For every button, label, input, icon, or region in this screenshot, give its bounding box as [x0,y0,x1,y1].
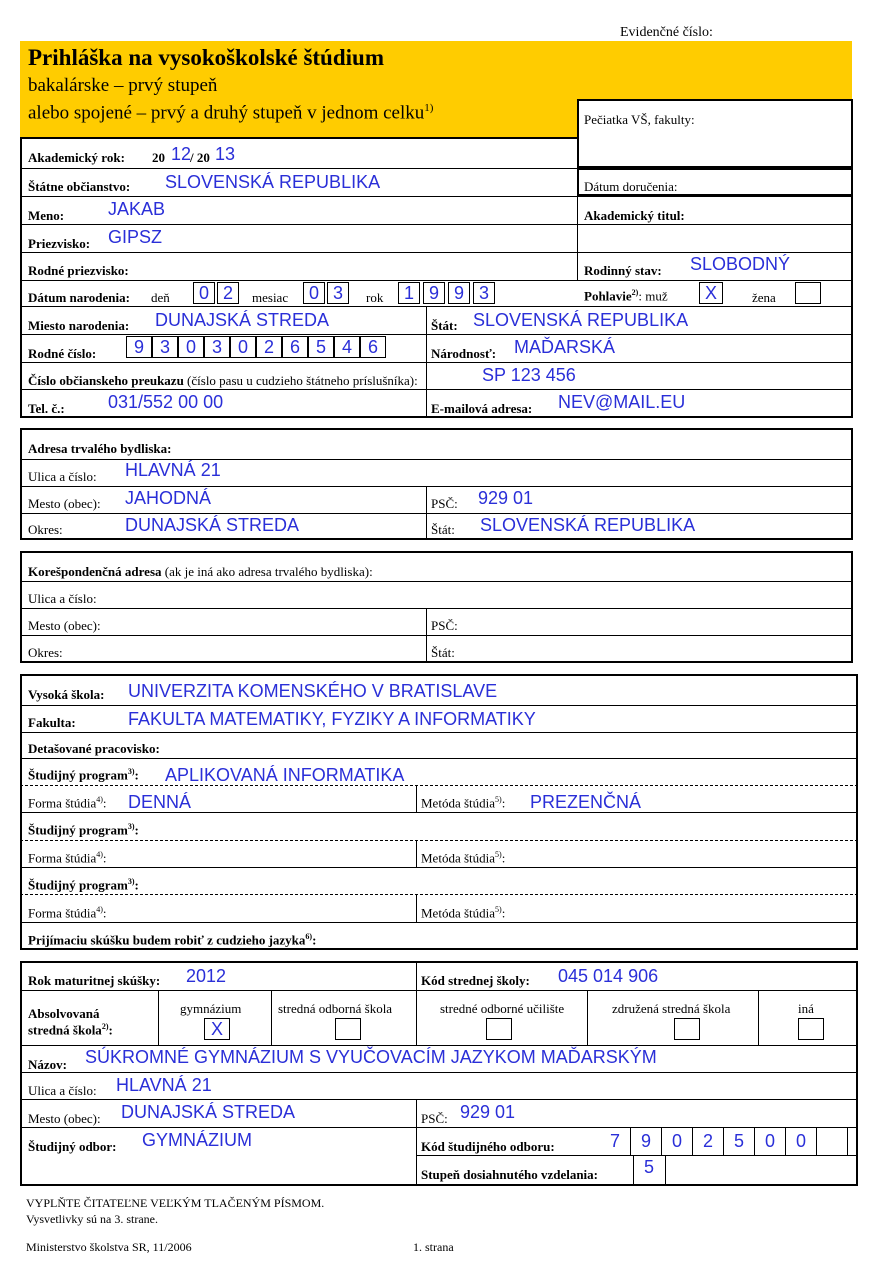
program-3-label: Študijný program$^{3)}$: [28,877,139,893]
priezvisko-value[interactable]: GIPSZ [108,227,163,247]
mesiac-digit-2[interactable]: 3 [327,282,349,304]
stamp-label: Pečiatka VŠ, fakulty: [584,112,695,127]
muz-checkbox[interactable]: X [699,282,723,304]
type-sos-label: stredná odborná škola [278,1001,393,1016]
rule [20,334,853,335]
op-value[interactable]: SP 123 456 [482,365,576,385]
divider [416,840,417,867]
obcianstvo-value[interactable]: SLOVENSKÁ REPUBLIKA [165,172,381,192]
dashed-rule [20,894,858,895]
rodne-cislo-digit[interactable]: 4 [334,336,360,358]
akad-rok-value-1[interactable]: 12 [171,144,192,164]
permanent-ulica-value[interactable]: HLAVNÁ 21 [125,460,221,480]
divider [426,608,427,663]
divider [416,961,417,990]
kod-skoly-value[interactable]: 045 014 906 [558,966,659,986]
rule [20,608,853,609]
rodne-cislo-digit[interactable]: 3 [152,336,178,358]
akad-rok-label: Akademický rok: [28,150,125,165]
rule [20,224,853,225]
detasovane-label: Detašované pracovisko: [28,741,160,756]
form-title: Prihláška na vysokoškolské štúdium [28,45,384,70]
kod-odboru-digit[interactable]: 7 [600,1127,631,1155]
footer-ministry: Ministerstvo školstva SR, 11/2006 [26,1240,192,1254]
rodne-cislo-digit[interactable]: 9 [126,336,152,358]
divider [633,1155,634,1186]
rodne-cislo-digit[interactable]: 2 [256,336,282,358]
rok-digit-3[interactable]: 9 [448,282,470,304]
odbor-label: Študijný odbor: [28,1139,117,1154]
rule [20,306,853,307]
rule [20,513,853,514]
stat-label: Štát: [431,318,458,333]
personal-divider-1 [577,196,578,280]
email-value[interactable]: NEV@MAIL.EU [558,392,686,412]
forma-1-value[interactable]: DENNÁ [128,792,192,812]
permanent-mesto-label: Mesto (obec): [28,496,101,511]
kod-odboru-digit[interactable]: 2 [693,1127,724,1155]
vs-label: Vysoká škola: [28,687,105,702]
rule [20,280,853,281]
divider [416,894,417,922]
narodnost-value[interactable]: MAĎARSKÁ [514,337,616,357]
kod-odboru-label: Kód študijného odboru: [421,1139,555,1154]
correspondence-okres-label: Okres: [28,645,63,660]
type-gymnazium-checkbox[interactable]: X [204,1018,230,1040]
correspondence-mesto-label: Mesto (obec): [28,618,101,633]
type-ina-checkbox[interactable] [798,1018,824,1040]
rule [416,1155,858,1156]
rodne-cislo-label: Rodné číslo: [28,346,97,361]
type-sou-checkbox[interactable] [486,1018,512,1040]
form-subtitle-2: alebo spojené – prvý a druhý stupeň v jednom celku$^{1)}$ [28,102,434,124]
forma-3-label: Forma štúdia$^{4)}$: [28,905,107,921]
rule [20,635,853,636]
narodnost-label: Národnosť: [431,346,497,361]
permanent-ulica-label: Ulica a číslo: [28,469,97,484]
type-ina-label: iná [798,1001,814,1016]
rule [20,362,853,363]
rok-digit-2[interactable]: 9 [423,282,445,304]
divider [416,785,417,812]
correspondence-title: Korešpondenčná adresa (ak je iná ako adresa trvalého bydliska): [28,564,373,579]
absolvovana-label-2: stredná škola$^{2)}$: [28,1022,113,1038]
rule [20,705,858,706]
zena-label: žena [752,290,776,305]
type-sos-checkbox[interactable] [335,1018,361,1040]
rodne-cislo-digit[interactable]: 3 [204,336,230,358]
permanent-stat-label: Štát: [431,522,455,537]
meno-label: Meno: [28,208,65,223]
rule [20,1045,858,1046]
permanent-stat-value[interactable]: SLOVENSKÁ REPUBLIKA [480,515,696,535]
pohlavie-label: Pohlavie$^{2)}$: muž [584,288,668,304]
rule [20,732,858,733]
kod-odboru-digit[interactable]: 0 [662,1127,693,1155]
divider [758,990,759,1045]
akad-rok-value-2[interactable]: 13 [215,144,236,164]
akad-rok-prefix: 20 [152,150,165,165]
rok-label: rok [366,290,384,305]
permanent-psc-value[interactable]: 929 01 [478,488,534,508]
rodne-cislo-digit[interactable]: 5 [308,336,334,358]
program-2-label: Študijný program$^{3)}$: [28,822,139,838]
metoda-2-label: Metóda štúdia$^{5)}$: [421,850,506,866]
maturita-rok-label: Rok maturitnej skúšky: [28,973,161,988]
rule [20,758,858,759]
rule [20,252,853,253]
dashed-rule [20,840,858,841]
permanent-mesto-value[interactable]: JAHODNÁ [125,488,212,508]
metoda-3-label: Metóda štúdia$^{5)}$: [421,905,506,921]
correspondence-psc-label: PSČ: [431,618,458,633]
rule [20,1072,858,1073]
rule [20,1099,858,1100]
rule [20,196,853,197]
kod-odboru-digit[interactable]: 5 [724,1127,755,1155]
odbor-value[interactable]: GYMNÁZIUM [142,1130,252,1150]
vs-value[interactable]: UNIVERZITA KOMENSKÉHO V BRATISLAVE [128,681,498,701]
rule [20,486,853,487]
correspondence-ulica-label: Ulica a číslo: [28,591,97,606]
permanent-psc-label: PSČ: [431,496,458,511]
stupen-label: Stupeň dosiahnutého vzdelania: [421,1167,598,1182]
divider [426,486,427,540]
tel-label: Tel. č.: [28,401,65,416]
rodinny-stav-label: Rodinný stav: [584,263,662,278]
mesiac-digit-1[interactable]: 0 [303,282,325,304]
op-label: Číslo občianskeho preukazu (číslo pasu u cudzieho štátneho príslušníka): [28,373,418,388]
stat-value[interactable]: SLOVENSKÁ REPUBLIKA [473,310,689,330]
rule [20,389,853,390]
school-psc-value[interactable]: 929 01 [460,1102,516,1122]
jazyk-label: Prijímaciu skúšku budem robiť z cudzieho jazyka$^{6)}$: [28,932,317,948]
school-psc-label: PSČ: [421,1111,448,1126]
kod-odboru-digit[interactable] [817,1127,848,1155]
forma-2-label: Forma štúdia$^{4)}$: [28,850,107,866]
meno-value[interactable]: JAKAB [108,199,166,219]
footer-page: 1. strana [413,1240,454,1254]
absolvovana-label-1: Absolvovaná [28,1006,100,1021]
correspondence-stat-label: Štát: [431,645,455,660]
footer-note: Vysvetlivky sú na 3. strane. [26,1212,158,1226]
den-digit-2[interactable]: 2 [217,282,239,304]
form-subtitle-1: bakalárske – prvý stupeň [28,75,218,96]
school-ulica-value[interactable]: HLAVNÁ 21 [116,1075,212,1095]
school-ulica-label: Ulica a číslo: [28,1083,97,1098]
rok-digit-4[interactable]: 3 [473,282,495,304]
den-label: deň [151,290,170,305]
school-mesto-value[interactable]: DUNAJSKÁ STREDA [121,1102,296,1122]
nazov-value[interactable]: SÚKROMNÉ GYMNÁZIUM S VYUČOVACÍM JAZYKOM MAĎARSKÝM [85,1047,657,1067]
permanent-okres-label: Okres: [28,522,63,537]
kod-odboru-digit[interactable]: 0 [786,1127,817,1155]
metoda-1-label: Metóda štúdia$^{5)}$: [421,795,506,811]
kod-odboru-digit[interactable]: 9 [631,1127,662,1155]
program-1-value[interactable]: APLIKOVANÁ INFORMATIKA [165,765,405,785]
stupen-value[interactable]: 5 [644,1157,655,1177]
rule [20,581,853,582]
type-sou-label: stredné odborné učilište [440,1001,565,1016]
rodne-cislo-digit[interactable]: 0 [230,336,256,358]
divider [271,990,272,1045]
rodne-cislo-digit[interactable]: 0 [178,336,204,358]
miesto-value[interactable]: DUNAJSKÁ STREDA [155,310,330,330]
den-digit-1[interactable]: 0 [193,282,215,304]
rule [20,922,858,923]
maturita-rok-value[interactable]: 2012 [186,966,227,986]
mesiac-label: mesiac [252,290,289,305]
type-zss-checkbox[interactable] [674,1018,700,1040]
metoda-1-value[interactable]: PREZENČNÁ [530,792,642,812]
email-label: E-mailová adresa: [431,401,533,416]
kod-odboru-digit[interactable]: 0 [755,1127,786,1155]
miesto-label: Miesto narodenia: [28,318,130,333]
evidencne-cislo-label: Evidenčné číslo: [620,25,713,40]
divider [416,990,417,1045]
tel-value[interactable]: 031/552 00 00 [108,392,224,412]
zena-checkbox[interactable] [795,282,821,304]
datum-label: Dátum narodenia: [28,290,130,305]
obcianstvo-label: Štátne občianstvo: [28,179,131,194]
delivery-label: Dátum doručenia: [584,179,678,194]
divider [665,1155,666,1186]
permanent-title: Adresa trvalého bydliska: [28,441,172,456]
footer-instruction: VYPLŇTE ČITATEĽNE VEĽKÝM TLAČENÝM PÍSMOM. [26,1196,325,1210]
permanent-okres-value[interactable]: DUNAJSKÁ STREDA [125,515,300,535]
rule [20,990,858,991]
personal-top-border [20,137,577,139]
priezvisko-label: Priezvisko: [28,236,91,251]
kod-skoly-label: Kód strednej školy: [421,973,530,988]
program-1-label: Študijný program$^{3)}$: [28,767,139,783]
akad-titul-label: Akademický titul: [584,208,685,223]
akad-rok-sep: / 20 [190,150,210,165]
nazov-label: Názov: [28,1057,67,1072]
divider [587,990,588,1045]
dashed-rule [20,785,858,786]
type-zss-label: združená stredná škola [612,1001,731,1016]
fakulta-label: Fakulta: [28,715,76,730]
rodne-priezvisko-label: Rodné priezvisko: [28,263,129,278]
divider [416,1099,417,1186]
rok-digit-1[interactable]: 1 [398,282,420,304]
forma-1-label: Forma štúdia$^{4)}$: [28,795,107,811]
rule [20,867,858,868]
divider [158,990,159,1045]
fakulta-value[interactable]: FAKULTA MATEMATIKY, FYZIKY A INFORMATIKY [128,709,536,729]
rule [20,168,577,169]
rodne-cislo-digit[interactable]: 6 [360,336,386,358]
rodinny-stav-value[interactable]: SLOBODNÝ [690,254,791,274]
type-gymnazium-label: gymnázium [180,1001,242,1016]
rodne-cislo-digit[interactable]: 6 [282,336,308,358]
school-mesto-label: Mesto (obec): [28,1111,101,1126]
